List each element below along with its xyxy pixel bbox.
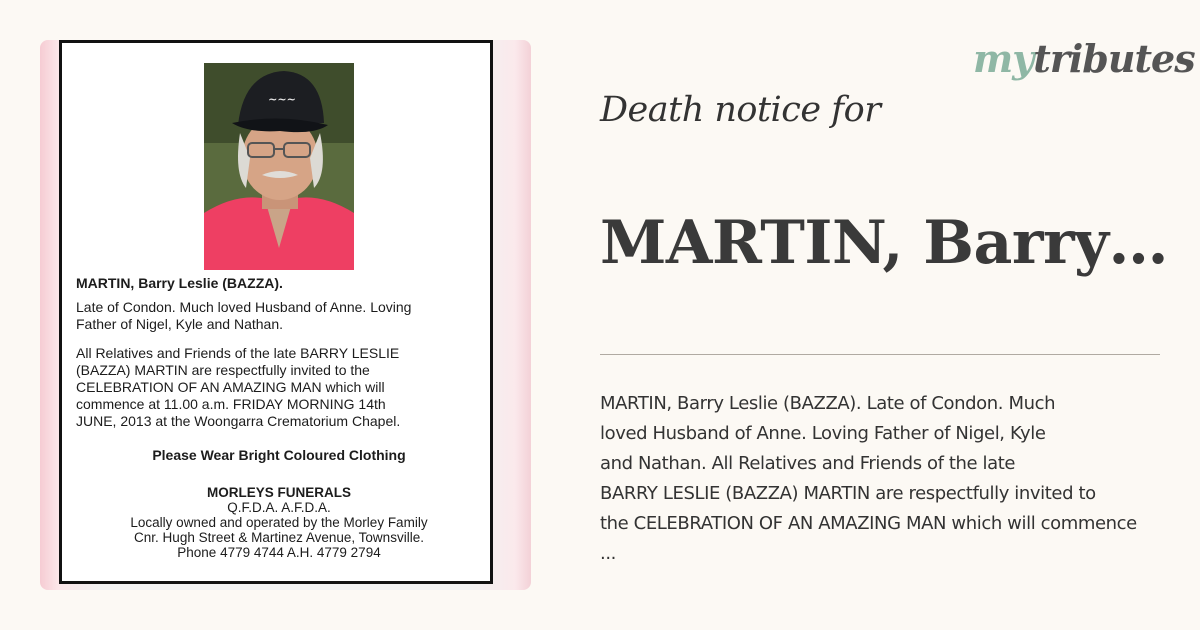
description-line: MARTIN, Barry Leslie (BAZZA). Late of Condon. Much [600,393,1056,414]
notice-line: Father of Nigel, Kyle and Nathan. [76,316,284,332]
notice-description [600,389,1200,569]
svg-text:~~~: ~~~ [268,93,296,106]
dress-code: Please Wear Bright Coloured Clothing [152,447,406,463]
description-line: loved Husband of Anne. Loving Father of Nigel, Kyle [600,423,1046,444]
notice-line: (BAZZA) MARTIN are respectfully invited to the [76,362,370,378]
funeral-home-line2: Cnr. Hugh Street & Martinez Avenue, Townsville. [134,530,424,545]
description-line: BARRY LESLIE (BAZZA) MARTIN are respectfully invited to [600,483,1096,504]
newspaper-notice [59,40,493,584]
notice-paragraph-1 [76,299,482,333]
divider [600,354,1160,355]
notice-line: Late of Condon. Much loved Husband of Anne. Loving [76,299,412,315]
notice-line: All Relatives and Friends of the late BARRY LESLIE [76,345,400,361]
funeral-home-accreditation: Q.F.D.A. A.F.D.A. [227,500,331,515]
notice-image-card [40,40,531,590]
description-line: the CELEBRATION OF AN AMAZING MAN which will commence [600,513,1137,534]
logo-tributes: tributes [1033,36,1195,81]
notice-line: CELEBRATION OF AN AMAZING MAN which will [76,379,385,395]
notice-line: commence at 11.00 a.m. FRIDAY MORNING 14th [76,396,386,412]
notice-paragraph-2 [76,345,482,430]
description-line: ... [600,543,616,564]
deceased-name-title: MARTIN, Barry… [600,208,1168,278]
notice-line: JUNE, 2013 at the Woongarra Crematorium Chapel. [76,413,401,429]
deceased-photo [204,63,354,270]
page-subtitle: Death notice for [600,90,881,130]
funeral-home-block [76,485,482,560]
logo-my: my [973,36,1034,81]
funeral-home-name: MORLEYS FUNERALS [206,485,351,500]
funeral-home-phone: Phone 4779 4744 A.H. 4779 2794 [177,545,381,560]
notice-name: MARTIN, Barry Leslie (BAZZA). [76,275,283,291]
description-line: and Nathan. All Relatives and Friends of the late [600,453,1016,474]
funeral-home-line1: Locally owned and operated by the Morley Family [130,515,428,530]
mytributes-logo[interactable] [973,36,1195,81]
